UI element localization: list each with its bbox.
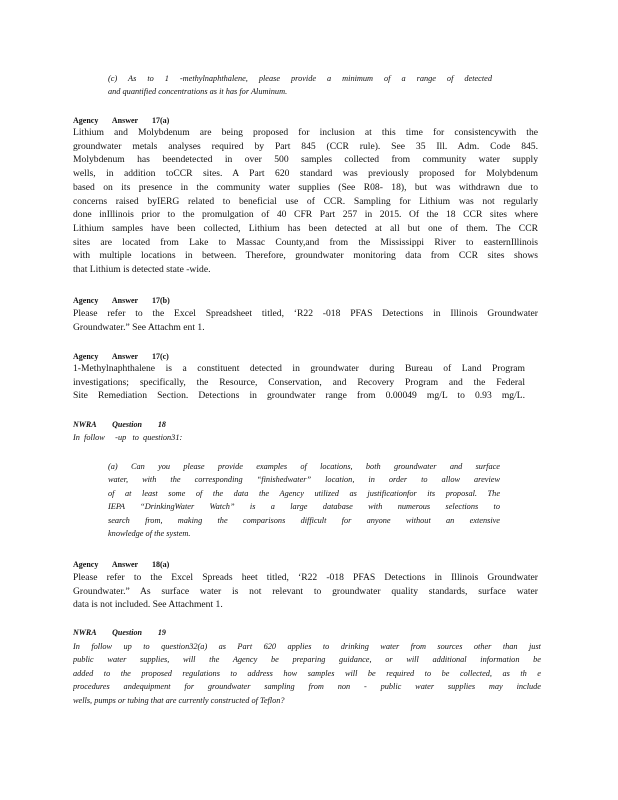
- answer-17b-text: [73, 307, 538, 334]
- text-line: sites are located from Lake to Massac County,and from the Mississippi River to easternIllinois: [73, 236, 538, 248]
- text-line: (a) Can you please provide examples of locations, both groundwater and surface: [108, 462, 500, 471]
- answer-18a-header: Agency Answer 18(a): [73, 560, 170, 569]
- text-line: added to the proposed regulations to address how samples will be required to be collected, as th e: [73, 668, 541, 678]
- text-line: wells, pumps or tubing that are currently constructed of Teflon?: [73, 695, 285, 705]
- text-line: that Lithium is detected state -wide.: [73, 264, 211, 276]
- question-18-text: [108, 460, 500, 540]
- text-line: and quantified concentrations as it has for Aluminum.: [108, 87, 288, 97]
- text-line: Groundwater.” As surface water is not relevant to groundwater quality standards, surface water: [73, 585, 538, 597]
- text-line: Please refer to the Excel Spreadsheet titled, ‘R22 -018 PFAS Detections in Illinois Groundwater: [73, 308, 538, 319]
- text-line: based on its presence in the community water supplies (See R08- 18), but was withdrawn due to: [73, 181, 538, 193]
- text-line: Site Remediation Section. Detections in groundwater range from 0.00049 mg/L to 0.93 mg/L.: [73, 390, 525, 402]
- text-line: Lithium samples have been collected, Lithium has been detected at all but one of them. The CCR: [73, 222, 538, 234]
- text-line: groundwater metals analyses required by Part 845 (CCR rule). See 35 Ill. Adm. Code 845.: [73, 140, 538, 152]
- question-19-text: [73, 640, 541, 707]
- text-line: knowledge of the system.: [108, 529, 191, 539]
- text-line: Please refer to the Excel Spreads heet titled, ‘R22 -018 PFAS Detections in Illinois Groundwater: [73, 572, 538, 583]
- answer-17a-text: [73, 126, 538, 277]
- text-line: (c) As to 1 -methylnaphthalene, please provide a minimum of a range of detected: [108, 74, 492, 83]
- answer-18a-text: [73, 571, 538, 612]
- question-17c-text: [108, 72, 492, 99]
- question-18-header: NWRA Question 18: [73, 420, 166, 429]
- text-line: search from, making the comparisons difficult for anyone without an extensive: [108, 515, 500, 525]
- text-line: concerns raised byIERG related to beneficial use of CCR. Sampling for Lithium was not regularly: [73, 195, 538, 207]
- answer-17c-header: Agency Answer 17(c): [73, 352, 169, 361]
- text-line: data is not included. See Attachment 1.: [73, 599, 223, 611]
- text-line: investigations; specifically, the Resource, Conservation, and Recovery Program and the Federal: [73, 376, 525, 388]
- text-line: 1-Methylnaphthalene is a constituent detected in groundwater during Bureau of Land Program: [73, 363, 525, 374]
- answer-17a-header: Agency Answer 17(a): [73, 116, 170, 125]
- answer-17c-text: [73, 362, 525, 403]
- text-line: water, with the corresponding “finishedwater” location, in order to allow areview: [108, 475, 500, 485]
- answer-17b-header: Agency Answer 17(b): [73, 296, 170, 305]
- text-line: Lithium and Molybdenum are being proposed for inclusion at this time for consistencywith the: [73, 127, 538, 138]
- text-line: with multiple locations in between. Therefore, groundwater monitoring data from CCR sites shows: [73, 250, 538, 262]
- text-line: Groundwater.” See Attachm ent 1.: [73, 321, 205, 333]
- text-line: IEPA “DrinkingWater Watch” is a large database with numerous selections to: [108, 502, 500, 512]
- question-18-intro: In follow -up to question31:: [73, 433, 183, 442]
- text-line: public water supplies, will the Agency be preparing guidance, or will additional information be: [73, 655, 541, 665]
- text-line: wells, in addition toCCR sites. A Part 620 standard was previously proposed for Molybdenum: [73, 168, 538, 180]
- question-19-header: NWRA Question 19: [73, 628, 166, 637]
- text-line: done inIllinois prior to the promulgation of 40 CFR Part 257 in 2015. Of the 18 CCR sites where: [73, 209, 538, 221]
- text-line: of at least some of the data the Agency utilized as justificationfor its proposal. The: [108, 488, 500, 498]
- text-line: In follow up to question32(a) as Part 620 applies to drinking water from sources other than just: [73, 642, 541, 651]
- text-line: Molybdenum has beendetected in over 500 samples collected from community water supply: [73, 154, 538, 166]
- text-line: procedures andequipment for groundwater sampling from non - public water supplies may include: [73, 682, 541, 692]
